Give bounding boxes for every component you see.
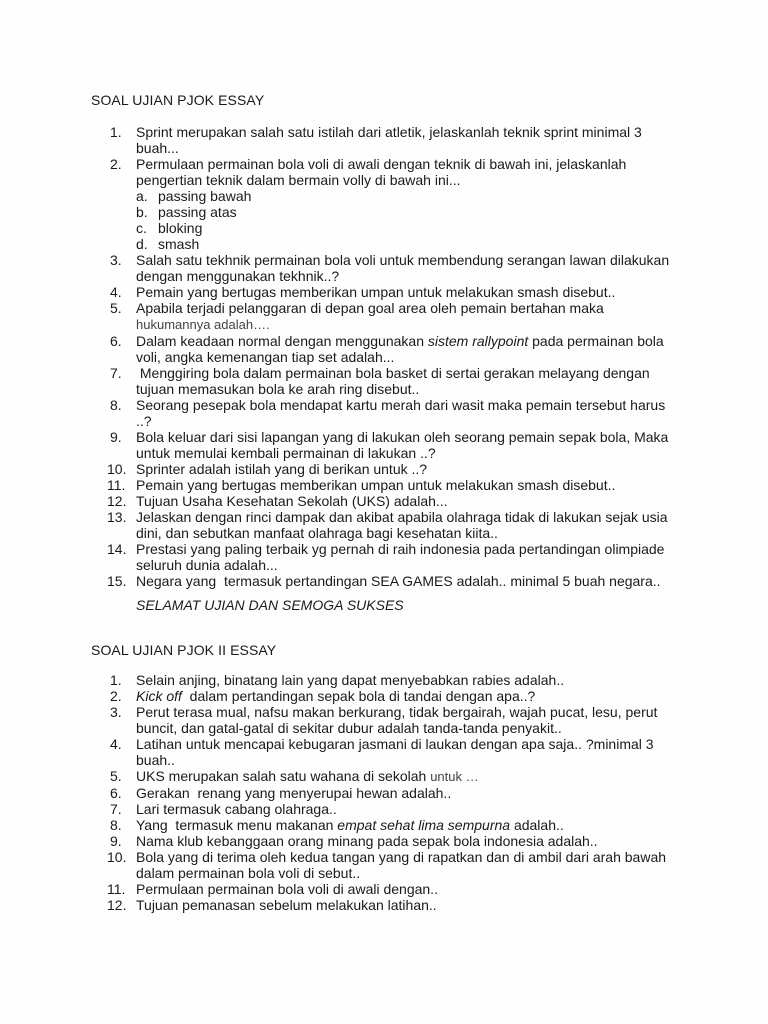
question-item xyxy=(0,156,700,252)
sub-option xyxy=(136,236,700,252)
question-number: 4. xyxy=(110,284,122,300)
question-text: Bola yang di terima oleh kedua tangan yang di rapatkan dan di ambil dari arah bawah dalam permainan bola voli di sebut.. xyxy=(136,849,667,881)
question-item xyxy=(0,688,700,704)
question-item xyxy=(0,768,700,785)
section-2-question-list xyxy=(0,672,700,913)
question-number: 7. xyxy=(110,365,122,381)
question-number: 5. xyxy=(110,300,122,316)
question-item xyxy=(0,897,700,913)
question-item xyxy=(0,300,700,333)
question-item xyxy=(0,333,700,365)
question-text: Pemain yang bertugas memberikan umpan untuk melakukan smash disebut.. xyxy=(136,284,616,300)
question-item xyxy=(0,509,700,541)
question-text: Lari termasuk cabang olahraga.. xyxy=(136,801,337,817)
question-item xyxy=(0,541,700,573)
question-number: 4. xyxy=(110,736,122,752)
question-text: Selain anjing, binatang lain yang dapat menyebabkan rabies adalah.. xyxy=(136,672,565,688)
question-item xyxy=(0,817,700,833)
question-item xyxy=(0,284,700,300)
question-text xyxy=(136,817,676,833)
question-item xyxy=(0,672,700,688)
question-number: 3. xyxy=(110,252,122,268)
question-item xyxy=(0,704,700,736)
question-text xyxy=(136,333,676,365)
question-text: Gerakan renang yang menyerupai hewan adalah.. xyxy=(136,785,452,801)
question-text: Permulaan permainan bola voli di awali dengan teknik di bawah ini, jelaskanlah pengertian teknik dalam bermain volly di bawah ini... xyxy=(136,156,627,188)
question-text: Nama klub kebanggaan orang minang pada sepak bola indonesia adalah.. xyxy=(136,833,598,849)
question-item xyxy=(0,849,700,881)
sub-option-label: b. xyxy=(136,204,148,220)
sub-option-list xyxy=(136,188,700,252)
question-text: Sprint merupakan salah satu istilah dari atletik, jelaskanlah teknik sprint minimal 3 buah... xyxy=(136,124,642,156)
question-text xyxy=(136,688,676,704)
question-number: 9. xyxy=(110,429,122,445)
question-item xyxy=(0,801,700,817)
question-number: 15. xyxy=(107,573,127,589)
question-number: 1. xyxy=(110,124,122,140)
question-number: 10. xyxy=(107,849,127,865)
question-item xyxy=(0,124,700,156)
sub-option-label: c. xyxy=(136,220,147,236)
sub-option xyxy=(136,220,700,236)
question-text: Negara yang termasuk pertandingan SEA GAMES adalah.. minimal 5 buah negara.. xyxy=(136,573,661,589)
question-text-continuation: hukumannya adalah…. xyxy=(136,317,270,332)
question-number: 5. xyxy=(110,768,122,784)
question-item xyxy=(0,477,700,493)
section-1-question-list xyxy=(0,124,700,589)
question-item xyxy=(0,429,700,461)
question-text-main: Apabila terjadi pelanggaran di depan goal area oleh pemain bertahan maka xyxy=(136,300,604,316)
question-item xyxy=(0,365,700,397)
closing-message: SELAMAT UJIAN DAN SEMOGA SUKSES xyxy=(136,597,404,613)
question-number: 9. xyxy=(110,833,122,849)
question-text: Seorang pesepak bola mendapat kartu merah dari wasit maka pemain tersebut harus ..? xyxy=(136,397,666,429)
question-text-main: UKS merupakan salah satu wahana di sekolah xyxy=(136,768,431,784)
question-number: 8. xyxy=(110,397,122,413)
question-text xyxy=(136,300,676,333)
question-item xyxy=(0,493,700,509)
question-number: 7. xyxy=(110,801,122,817)
question-number: 12. xyxy=(107,897,127,913)
question-number: 11. xyxy=(107,477,126,493)
question-number: 12. xyxy=(107,493,127,509)
question-item xyxy=(0,461,700,477)
sub-option-label: d. xyxy=(136,236,148,252)
question-item xyxy=(0,397,700,429)
question-text-post: dalam pertandingan sepak bola di tandai dengan apa..? xyxy=(181,688,536,704)
sub-option-text: smash xyxy=(158,236,200,252)
question-number: 11. xyxy=(107,881,126,897)
sub-option-text: passing atas xyxy=(158,204,237,220)
question-text: Sprinter adalah istilah yang di berikan untuk ..? xyxy=(136,461,428,477)
section-2-title: SOAL UJIAN PJOK II ESSAY xyxy=(91,642,277,658)
question-text: Menggiring bola dalam permainan bola basket di sertai gerakan melayang dengan tujuan memasukan bola ke arah ring disebut.. xyxy=(136,365,654,397)
sub-option-label: a. xyxy=(136,188,148,204)
question-number: 13. xyxy=(107,509,127,525)
question-number: 1. xyxy=(110,672,122,688)
question-number: 8. xyxy=(110,817,122,833)
question-text-emphasis: empat sehat lima sempurna xyxy=(337,817,511,833)
question-text xyxy=(136,768,676,785)
sub-option-text: bloking xyxy=(158,220,203,236)
question-text-emphasis: Kick off xyxy=(136,688,182,704)
question-item xyxy=(0,573,700,589)
question-text: Latihan untuk mencapai kebugaran jasmani di laukan dengan apa saja.. ?minimal 3 buah.. xyxy=(136,736,654,768)
question-text-continuation: untuk … xyxy=(430,769,479,784)
question-text-post: pada permainan bola voli, angka kemenangan tiap set adalah... xyxy=(136,333,664,365)
question-item xyxy=(0,785,700,801)
question-item xyxy=(0,881,700,897)
question-text: Prestasi yang paling terbaik yg pernah di raih indonesia pada pertandingan olimpiade seluruh dunia adalah... xyxy=(136,541,665,573)
question-text-post: adalah.. xyxy=(510,817,564,833)
question-text-pre: Dalam keadaan normal dengan menggunakan xyxy=(136,333,428,349)
section-1-title: SOAL UJIAN PJOK ESSAY xyxy=(91,92,265,108)
question-text: Tujuan Usaha Kesehatan Sekolah (UKS) adalah... xyxy=(136,493,448,509)
sub-option-text: passing bawah xyxy=(158,188,252,204)
question-text-emphasis: sistem rallypoint xyxy=(427,333,529,349)
question-item xyxy=(0,736,700,768)
question-number: 3. xyxy=(110,704,122,720)
question-text: Jelaskan dengan rinci dampak dan akibat apabila olahraga tidak di lakukan sejak usia dini, dan sebutkan manfaat olahraga bagi kesehatan kiita.. xyxy=(136,509,668,541)
question-number: 2. xyxy=(110,688,122,704)
question-number: 14. xyxy=(107,541,127,557)
question-text: Salah satu tekhnik permainan bola voli untuk membendung serangan lawan dilakukan dengan menggunakan tekhnik..? xyxy=(136,252,670,284)
question-number: 2. xyxy=(110,156,122,172)
sub-option xyxy=(136,204,700,220)
sub-option xyxy=(136,188,700,204)
question-number: 6. xyxy=(110,333,122,349)
question-number: 6. xyxy=(110,785,122,801)
question-item xyxy=(0,833,700,849)
question-text: Pemain yang bertugas memberikan umpan untuk melakukan smash disebut.. xyxy=(136,477,616,493)
question-text: Perut terasa mual, nafsu makan berkurang, tidak bergairah, wajah pucat, lesu, perut buncit, dan gatal-gatal di sekitar dubur adalah tanda-tanda penyakit.. xyxy=(136,704,658,736)
question-text: Bola keluar dari sisi lapangan yang di lakukan oleh seorang pemain sepak bola, Maka untuk memulai kembali permainan di lakukan ..? xyxy=(136,429,669,461)
question-text: Permulaan permainan bola voli di awali dengan.. xyxy=(136,881,438,897)
question-item xyxy=(0,252,700,284)
question-text-pre: Yang termasuk menu makanan xyxy=(136,817,338,833)
question-text: Tujuan pemanasan sebelum melakukan latihan.. xyxy=(136,897,437,913)
question-number: 10. xyxy=(107,461,127,477)
